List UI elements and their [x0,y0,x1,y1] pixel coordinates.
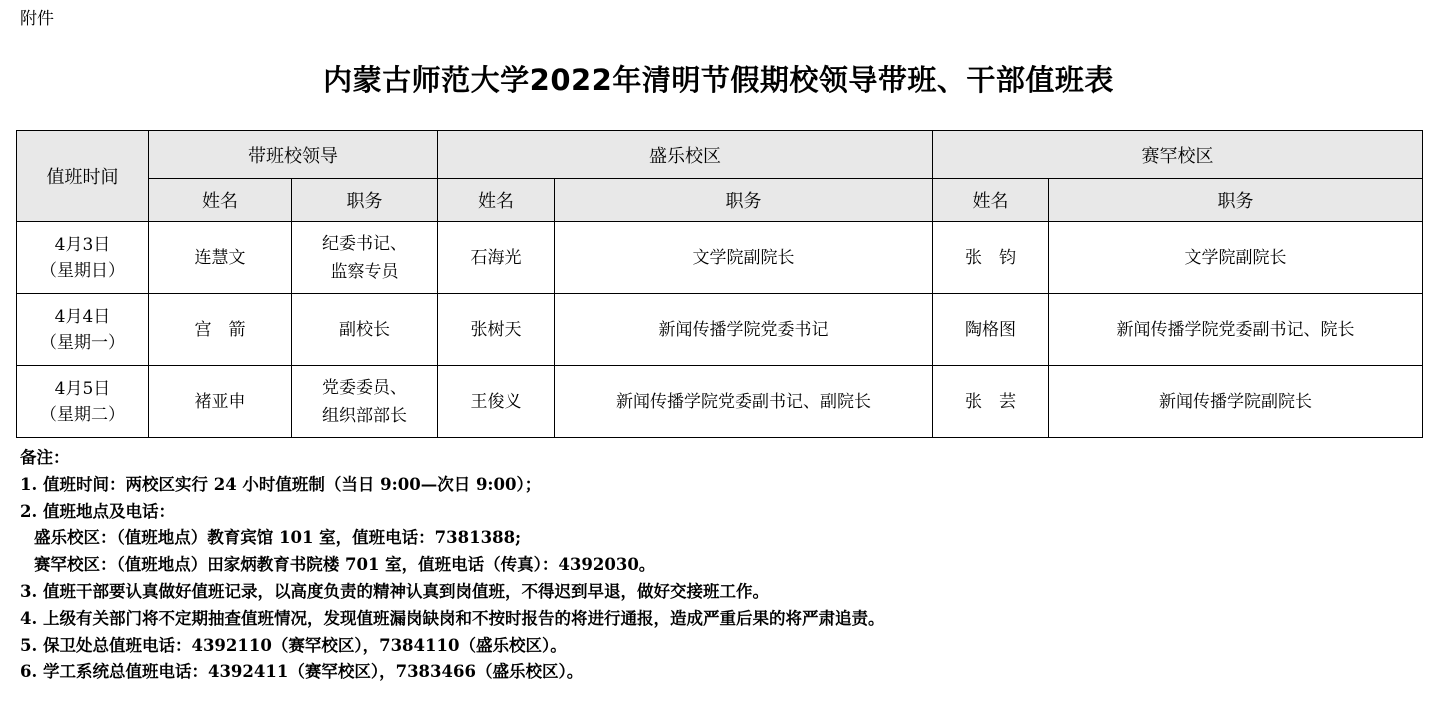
leader-name: 连慧文 [149,222,292,294]
saihan-position: 新闻传播学院副院长 [1049,366,1423,438]
saihan-position: 新闻传播学院党委副书记、院长 [1049,294,1423,366]
duty-date: 4月5日 [54,378,111,399]
leader-position-line: 监察专员 [330,261,399,282]
note-item: 1. 值班时间：两校区实行 24 小时值班制（当日 9:00—次日 9:00）； [20,474,542,494]
header-shengle-group: 盛乐校区 [438,131,933,179]
leader-position-cell [292,294,438,366]
shengle-name: 王俊义 [438,366,555,438]
leader-position-line: 组织部部长 [322,405,407,426]
shengle-name: 张树天 [438,294,555,366]
leader-position-cell [292,366,438,438]
table-row [17,222,1423,294]
duty-date: 4月3日 [54,234,111,255]
duty-table [16,130,1423,438]
table-header-row [17,131,1423,179]
notes-heading: 备注： [20,448,70,467]
note-item: 3. 值班干部要认真做好值班记录，以高度负责的精神认真到岗值班，不得迟到早退，做好交接班工作。 [20,581,769,601]
duty-date: 4月4日 [54,306,111,327]
shengle-position: 文学院副院长 [555,222,933,294]
duty-weekday: （星期日） [40,260,125,281]
leader-position-cell [292,222,438,294]
attachment-label: 附件 [20,9,54,29]
header-leader-name: 姓名 [149,179,292,222]
header-shengle-name: 姓名 [438,179,555,222]
header-saihan-name: 姓名 [933,179,1049,222]
leader-position-line: 副校长 [339,319,390,340]
duty-date-cell [17,366,149,438]
header-duty-time: 值班时间 [17,131,149,222]
leader-position-line: 纪委书记、 [322,233,407,254]
table-subheader-row [17,179,1423,222]
header-saihan-group: 赛罕校区 [933,131,1423,179]
header-shengle-position: 职务 [555,179,933,222]
note-subitem: 赛罕校区：（值班地点）田家炳教育书院楼 701 室，值班电话（传真）：4392030。 [34,555,656,575]
duty-weekday: （星期一） [40,332,125,353]
note-item: 4. 上级有关部门将不定期抽查值班情况，发现值班漏岗缺岗和不按时报告的将进行通报，造成严重后果的将严肃追责。 [20,608,885,628]
leader-name: 宫 箭 [149,294,292,366]
note-item: 2. 值班地点及电话： [20,501,175,521]
note-subitem: 盛乐校区：（值班地点）教育宾馆 101 室，值班电话：7381388; [34,528,522,548]
shengle-position: 新闻传播学院党委副书记、副院长 [555,366,933,438]
header-leader-position: 职务 [292,179,438,222]
saihan-name: 陶格图 [933,294,1049,366]
duty-date-cell [17,294,149,366]
table-row [17,294,1423,366]
page-title: 内蒙古师范大学2022年清明节假期校领导带班、干部值班表 [323,63,1114,97]
duty-date-cell [17,222,149,294]
saihan-name: 张 钧 [933,222,1049,294]
shengle-name: 石海光 [438,222,555,294]
notes-section [20,445,884,686]
header-leaders-group: 带班校领导 [149,131,438,179]
leader-name: 褚亚申 [149,366,292,438]
leader-position-line: 党委委员、 [322,377,407,398]
note-item: 6. 学工系统总值班电话：4392411（赛罕校区），7383466（盛乐校区）。 [20,662,584,682]
note-item: 5. 保卫处总值班电话：4392110（赛罕校区），7384110（盛乐校区）。 [20,635,567,655]
duty-weekday: （星期二） [40,404,125,425]
table-row [17,366,1423,438]
saihan-name: 张 芸 [933,366,1049,438]
header-saihan-position: 职务 [1049,179,1423,222]
shengle-position: 新闻传播学院党委书记 [555,294,933,366]
saihan-position: 文学院副院长 [1049,222,1423,294]
